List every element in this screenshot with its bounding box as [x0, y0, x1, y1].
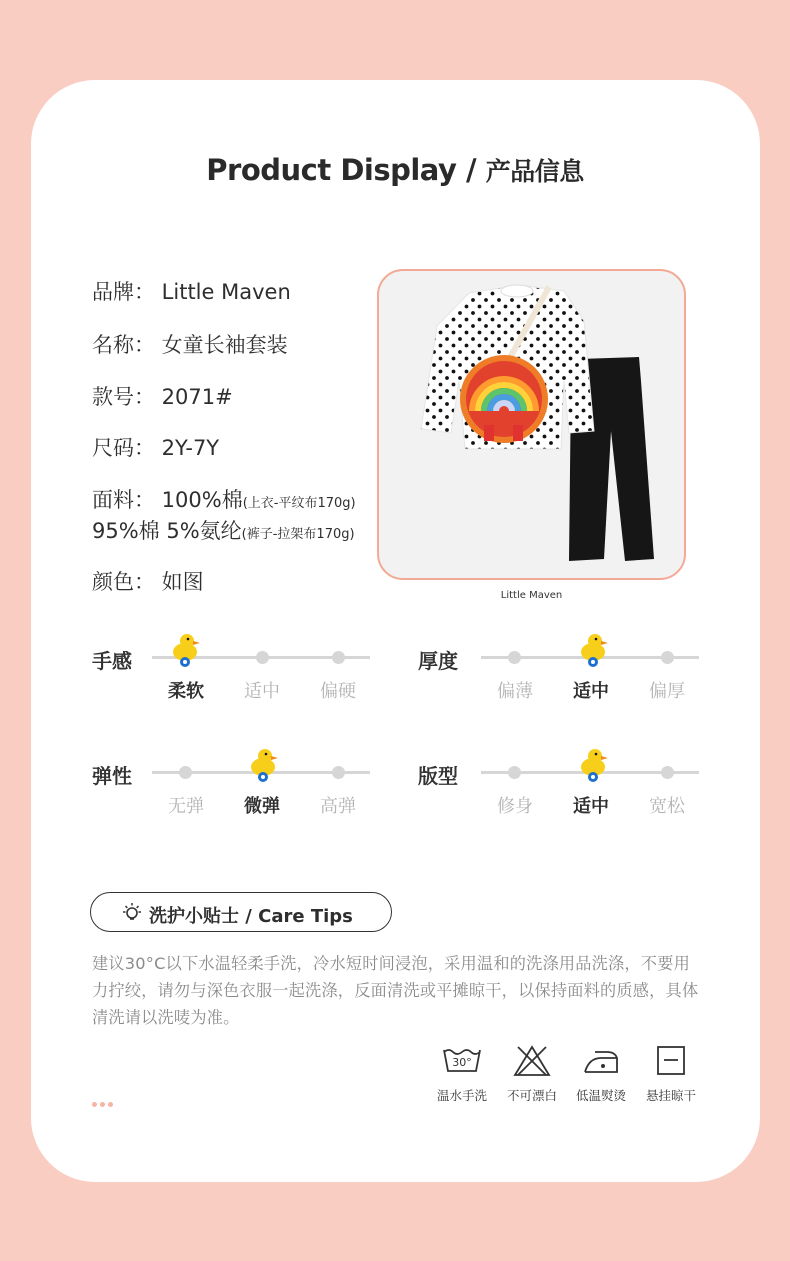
fabric-line1-main: 面料： 100%棉 — [92, 488, 243, 512]
scale-option-selected: 适中 — [573, 681, 609, 702]
scale-dot — [508, 651, 521, 664]
scale-option-selected: 适中 — [573, 796, 609, 817]
scale-option-selected: 微弹 — [244, 796, 280, 817]
care-icon-wash — [427, 1044, 497, 1104]
page-dot — [108, 1102, 113, 1107]
page-dots — [92, 1092, 116, 1111]
scale-option: 适中 — [244, 681, 280, 702]
care-icon-label: 低温熨烫 — [575, 1088, 626, 1103]
care-icon-no-bleach — [497, 1044, 567, 1104]
duck-marker-icon — [246, 747, 280, 783]
scale-option: 偏薄 — [497, 681, 533, 702]
care-icon-label: 不可漂白 — [506, 1088, 557, 1103]
page-title — [0, 152, 790, 188]
low-iron-icon — [581, 1044, 621, 1078]
wash-30-icon — [442, 1044, 482, 1078]
product-photo — [377, 269, 686, 580]
scale-label-fit: 版型 — [418, 764, 458, 788]
spec-fabric-line2 — [92, 515, 355, 545]
page-dot — [100, 1102, 105, 1107]
scale-option: 修身 — [497, 796, 533, 817]
scale-label-hand-feel: 手感 — [92, 649, 132, 673]
scale-option: 高弹 — [320, 796, 356, 817]
spec-fabric-line1 — [92, 484, 356, 514]
duck-marker-icon — [576, 747, 610, 783]
care-tips-pill — [90, 892, 392, 932]
spec-style-no: 款号： 2071# — [92, 385, 233, 409]
scale-option: 无弹 — [168, 796, 204, 817]
care-icon-low-iron — [566, 1044, 636, 1104]
scale-dot — [661, 766, 674, 779]
scale-option: 偏硬 — [320, 681, 356, 702]
hang-dry-icon — [651, 1044, 691, 1078]
lightbulb-icon — [121, 902, 143, 924]
fabric-line2-note: (裤子-拉架布170g) — [241, 527, 355, 542]
care-icon-hang-dry — [636, 1044, 706, 1104]
scale-dot — [256, 651, 269, 664]
spec-brand: 品牌： Little Maven — [92, 280, 291, 304]
scale-dot — [332, 766, 345, 779]
wash-temp: 30° — [452, 1056, 472, 1069]
scale-dot — [179, 766, 192, 779]
outfit-illustration — [379, 271, 684, 578]
care-instructions: 建议30°C以下水温轻柔手洗，冷水短时间浸泡，采用温和的洗涤用品洗涤，不要用力拧绞，请勿与深色衣服一起洗涤，反面清洗或平摊晾干，以保持面料的质感，具体清洗请以洗唛为准。 — [92, 954, 699, 1027]
fabric-line2-main: 95%棉 5%氨纶 — [92, 519, 242, 543]
care-tips-title: 洗护小贴士 / Care Tips — [149, 906, 353, 927]
care-icon-label: 悬挂晾干 — [645, 1088, 696, 1103]
scale-dot — [508, 766, 521, 779]
scale-label-elasticity: 弹性 — [92, 764, 132, 788]
fabric-line1-note: (上衣-平纹布170g) — [242, 496, 356, 511]
title-en: Product Display — [206, 153, 457, 187]
duck-marker-icon — [168, 632, 202, 668]
title-sep: / — [456, 153, 486, 187]
spec-color: 颜色： 如图 — [92, 570, 204, 594]
page-dot — [92, 1102, 97, 1107]
scale-option: 偏厚 — [649, 681, 685, 702]
scale-option: 宽松 — [649, 796, 685, 817]
scale-dot — [661, 651, 674, 664]
scale-label-thickness: 厚度 — [418, 649, 458, 673]
care-icon-label: 温水手洗 — [436, 1088, 487, 1103]
title-cn: 产品信息 — [485, 157, 584, 186]
duck-marker-icon — [576, 632, 610, 668]
scale-option-selected: 柔软 — [168, 681, 204, 702]
photo-caption: Little Maven — [500, 590, 563, 601]
scale-dot — [332, 651, 345, 664]
no-bleach-icon — [512, 1044, 552, 1078]
spec-size: 尺码： 2Y-7Y — [92, 436, 220, 460]
spec-name: 名称： 女童长袖套装 — [92, 333, 288, 357]
